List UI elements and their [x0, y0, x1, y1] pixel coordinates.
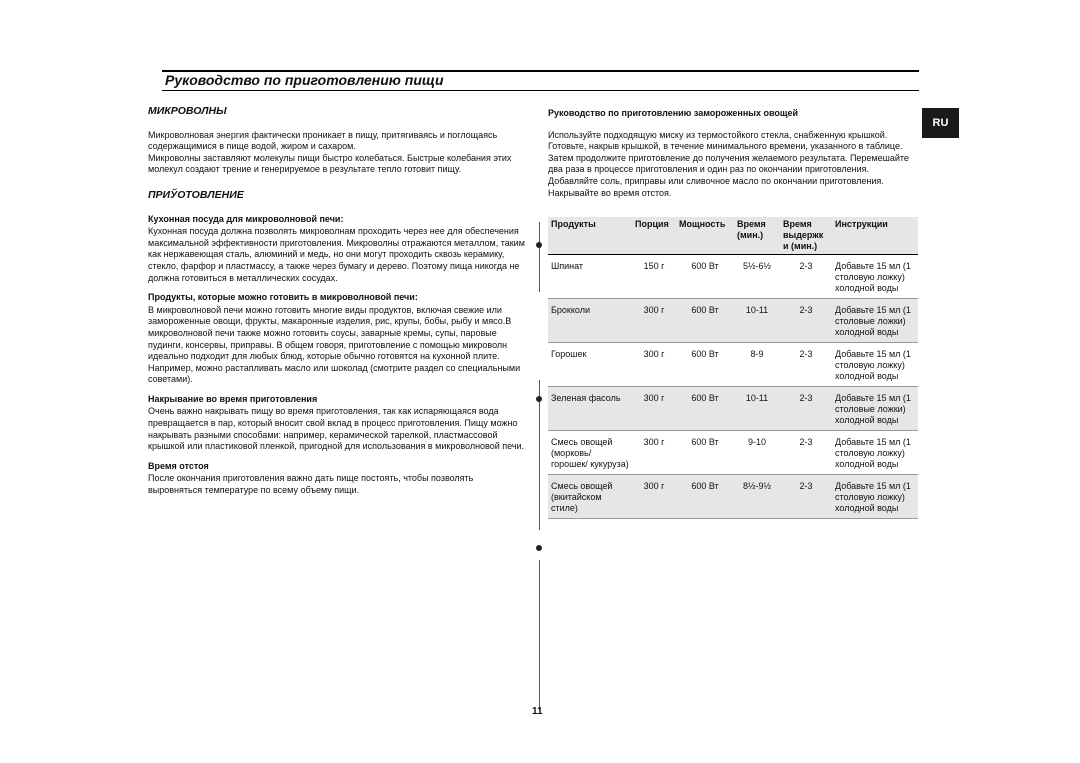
page-title: Руководство по приготовлению пищи — [165, 72, 444, 88]
cell-time: 5½-6½ — [734, 255, 780, 299]
cell-portion: 300 г — [632, 387, 676, 431]
cell-portion: 300 г — [632, 475, 676, 519]
cell-product: Смесь овощей (вкитайском стиле) — [548, 475, 632, 519]
cell-stand: 2-3 — [780, 299, 832, 343]
margin-rule — [539, 222, 540, 292]
cell-product: Смесь овощей (морковь/ горошек/ кукуруза) — [548, 431, 632, 475]
cell-time: 8-9 — [734, 343, 780, 387]
cell-product: Горошек — [548, 343, 632, 387]
header-rule-bottom — [162, 90, 919, 91]
cell-portion: 300 г — [632, 299, 676, 343]
language-badge: RU — [922, 108, 959, 138]
frozen-veg-title: Руководство по приготовлению замороженных овощей — [548, 108, 799, 118]
margin-dot — [536, 545, 542, 551]
cell-instr: Добавьте 15 мл (1 столовую ложку) холодной воды — [832, 255, 918, 299]
margin-rule — [539, 560, 540, 710]
cell-product: Зеленая фасоль — [548, 387, 632, 431]
cell-power: 600 Вт — [676, 387, 734, 431]
cell-power: 600 Вт — [676, 299, 734, 343]
section-title-cooking: ПРИЎОТОВЛЕНИЕ — [148, 188, 244, 201]
subheading: Накрывание во время приготовления — [148, 393, 318, 404]
cell-stand: 2-3 — [780, 343, 832, 387]
right-column — [548, 108, 920, 519]
cell-time: 9-10 — [734, 431, 780, 475]
table-row — [548, 299, 918, 343]
cell-instr: Добавьте 15 мл (1 столовую ложку) холодной воды — [832, 431, 918, 475]
subheading: Продукты, которые можно готовить в микроволновой печи: — [148, 292, 418, 303]
margin-dot — [536, 396, 542, 402]
cell-stand: 2-3 — [780, 387, 832, 431]
cooking-table — [548, 217, 918, 519]
cell-instr: Добавьте 15 мл (1 столовую ложку) холодной воды — [832, 475, 918, 519]
cell-portion: 300 г — [632, 431, 676, 475]
left-column — [148, 106, 528, 497]
intro-paragraph: Используйте подходящую миску из термостойкого стекла, снабженную крышкой. Готовьте, накрыв крышкой, в течение минимального времени, указанного в таблице. Затем продолжите приготовление до получения желаемого результата. Перемешайте два раза в процессе приготовления и один раз по окончании приготовления. Добавляйте соль, приправы или сливочное масло по окончании приготовления. Накрывайте во время отстоя. — [548, 129, 909, 198]
paragraph: После окончания приготовления важно дать пище постоять, чтобы позволять выровняться температуре по всему объему пищи. — [148, 473, 474, 496]
col-header: Мощность — [676, 217, 734, 255]
cell-power: 600 Вт — [676, 431, 734, 475]
paragraph: В микроволновой печи можно готовить многие виды продуктов, включая свежие или замороженные овощи, фрукты, макаронные изделия, рис, крупы, бобы, рыбу и мясо.В микроволновой печи также можно готовить соусы, заварные кремы, супы, паровые пудинги, консервы, приправы. В общем говоря, приготовление с помощью микроволн идеально подходит для любых блюд, которые обычно готовятся на кухонной плите. Например, можно растапливать масло или шоколад (смотрите раздел со специальными советами). — [148, 304, 521, 385]
table-row — [548, 387, 918, 431]
cell-product: Шпинат — [548, 255, 632, 299]
cell-instr: Добавьте 15 мл (1 столовую ложку) холодной воды — [832, 343, 918, 387]
cell-stand: 2-3 — [780, 475, 832, 519]
cell-portion: 150 г — [632, 255, 676, 299]
table-header-row — [548, 217, 918, 255]
cell-time: 8½-9½ — [734, 475, 780, 519]
col-header: Порция — [632, 217, 676, 255]
paragraph: Микроволновая энергия фактически проникает в пищу, притягиваясь и поглощаясь содержащимися в пище водой, жиром и сахаром. — [148, 129, 498, 152]
col-header: Продукты — [548, 217, 632, 255]
subheading: Время отстоя — [148, 460, 209, 471]
paragraph: Кухонная посуда должна позволять микроволнам проходить через нее для обеспечения максимальной эффективности приготовления. Микроволны отражаются металлом, таким как нержавеющая сталь, алюминий и медь, но они могут проходить сквозь керамику, стекло, фарфор и пластмассу, а также через бумагу и дерево. Поэтому пища никогда не должна готовиться в металлических сосудах. — [148, 226, 525, 283]
cell-time: 10-11 — [734, 299, 780, 343]
cell-product: Брокколи — [548, 299, 632, 343]
margin-rule — [539, 380, 540, 530]
col-header: Время (мин.) — [734, 217, 780, 255]
table-row — [548, 431, 918, 475]
table-row — [548, 255, 918, 299]
cell-power: 600 Вт — [676, 255, 734, 299]
margin-dot — [536, 242, 542, 248]
cell-instr: Добавьте 15 мл (1 столовые ложки) холодной воды — [832, 299, 918, 343]
cell-power: 600 Вт — [676, 475, 734, 519]
table-row — [548, 343, 918, 387]
paragraph: Очень важно накрывать пищу во время приготовления, так как испаряющаяся вода превращается в пар, который вносит свой вклад в процесс приготовления. Пищу можно накрывать разными способами: например, керамической тарелкой, пластмассовой крышкой или пластиковой пленкой, пригодной для использования в микроволновой печи. — [148, 406, 525, 452]
cell-power: 600 Вт — [676, 343, 734, 387]
section-title-microwaves: МИКРОВОЛНЫ — [148, 105, 227, 117]
table-row — [548, 475, 918, 519]
cell-stand: 2-3 — [780, 431, 832, 475]
paragraph: Микроволны заставляют молекулы пищи быстро колебаться. Быстрые колебания этих молекул создают трение и генерируемое в результате тепло готовит пищу. — [148, 152, 512, 175]
col-header: Инструкции — [832, 217, 918, 255]
cell-stand: 2-3 — [780, 255, 832, 299]
subheading: Кухонная посуда для микроволновой печи: — [148, 213, 344, 224]
cell-portion: 300 г — [632, 343, 676, 387]
cell-instr: Добавьте 15 мл (1 столовые ложки) холодной воды — [832, 387, 918, 431]
col-header: Время выдержк и (мин.) — [780, 217, 832, 255]
page-number: 11 — [532, 706, 543, 717]
cell-time: 10-11 — [734, 387, 780, 431]
